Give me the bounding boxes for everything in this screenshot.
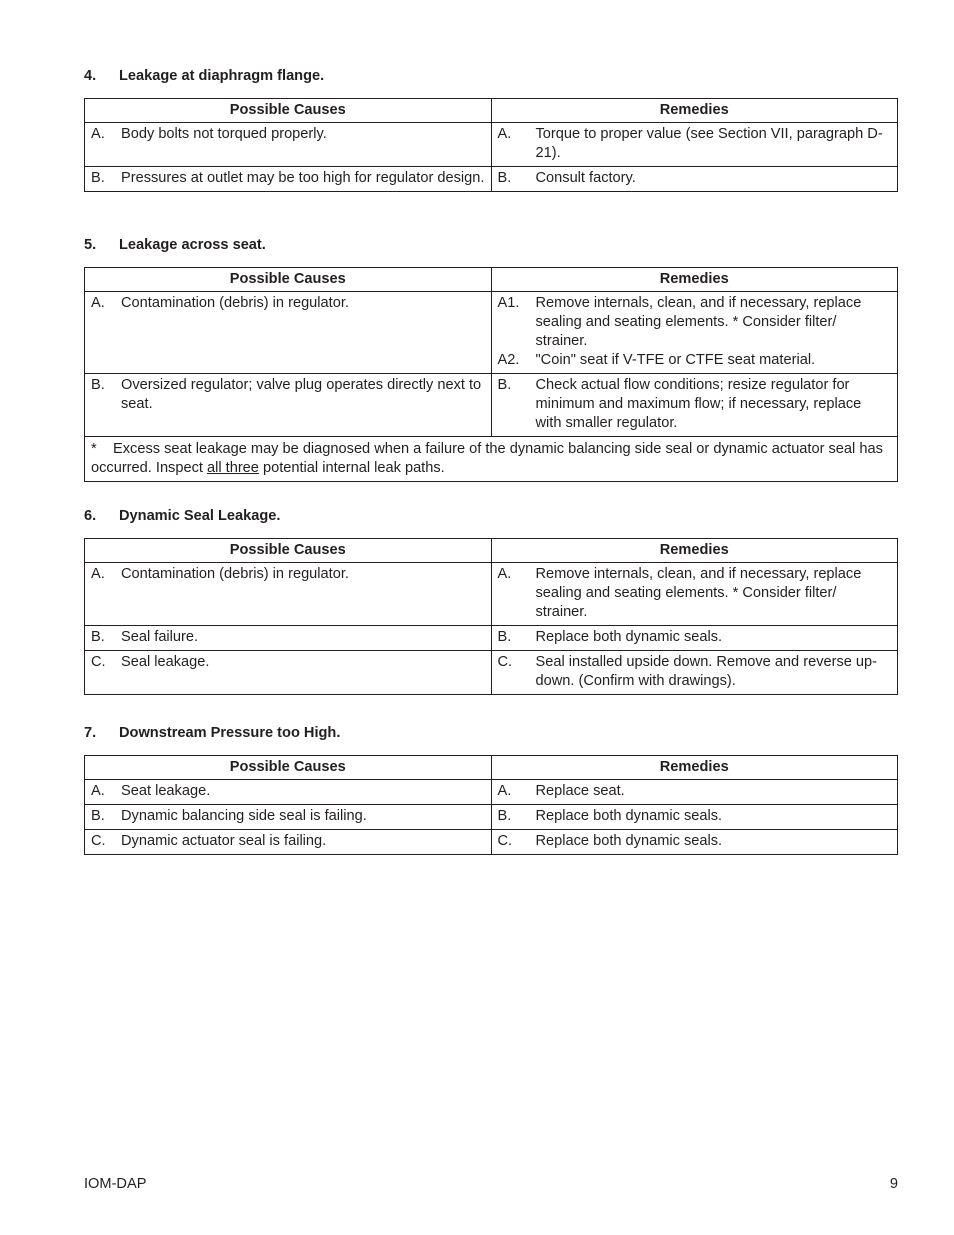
section-title: Downstream Pressure too High. bbox=[119, 725, 341, 741]
remedy-label: A. bbox=[497, 566, 512, 582]
remedy-text: Remove internals, clean, and if necessary, replace sealing and seating elements. * Consider filter/ strainer. bbox=[535, 566, 862, 620]
section-heading bbox=[84, 67, 898, 85]
header-remedies: Remedies bbox=[491, 756, 898, 780]
table-row bbox=[85, 167, 898, 192]
section-number: 5. bbox=[84, 237, 97, 253]
cause-cell bbox=[85, 626, 492, 651]
cause-text: Dynamic balancing side seal is failing. bbox=[121, 808, 367, 824]
remedy-text: Torque to proper value (see Section VII, paragraph D-21). bbox=[535, 126, 883, 161]
remedy-cell bbox=[491, 830, 898, 855]
table-row bbox=[85, 830, 898, 855]
header-remedies: Remedies bbox=[491, 268, 898, 292]
header-remedies: Remedies bbox=[491, 539, 898, 563]
cause-label: B. bbox=[91, 377, 105, 393]
note-asterisk: * bbox=[91, 441, 97, 457]
section-5 bbox=[84, 236, 898, 482]
troubleshooting-table bbox=[84, 538, 898, 695]
remedy-label: B. bbox=[497, 170, 512, 186]
cause-text: Pressures at outlet may be too high for regulator design. bbox=[121, 170, 485, 186]
troubleshooting-table bbox=[84, 267, 898, 482]
cause-text: Seal failure. bbox=[121, 629, 199, 645]
cause-text: Seal leakage. bbox=[121, 654, 210, 670]
table-row bbox=[85, 123, 898, 167]
remedy-label: B. bbox=[497, 808, 512, 824]
section-heading bbox=[84, 724, 898, 742]
cause-label: B. bbox=[91, 808, 105, 824]
remedy-text: Replace both dynamic seals. bbox=[535, 833, 723, 849]
remedy-cell bbox=[491, 805, 898, 830]
cause-label: A. bbox=[91, 295, 105, 311]
remedy-label: A2. bbox=[497, 352, 520, 368]
section-number: 6. bbox=[84, 508, 97, 524]
table-header-row bbox=[85, 268, 898, 292]
cause-text: Oversized regulator; valve plug operates directly next to seat. bbox=[121, 377, 482, 412]
cause-cell bbox=[85, 563, 492, 626]
note-underlined-text: all three bbox=[207, 460, 259, 476]
remedy-label: A. bbox=[497, 126, 512, 142]
section-number: 4. bbox=[84, 68, 97, 84]
table-row bbox=[85, 805, 898, 830]
remedy-text: Consult factory. bbox=[535, 170, 636, 186]
cause-text: Contamination (debris) in regulator. bbox=[121, 295, 349, 311]
section-6 bbox=[84, 507, 898, 695]
remedy-text: Replace both dynamic seals. bbox=[535, 629, 723, 645]
remedy-cell bbox=[491, 292, 898, 374]
remedy-label: C. bbox=[497, 654, 513, 670]
remedy-cell bbox=[491, 563, 898, 626]
cause-label: A. bbox=[91, 783, 105, 799]
remedy-text: Seal installed upside down. Remove and reverse up-down. (Confirm with drawings). bbox=[535, 654, 878, 689]
table-row bbox=[85, 292, 898, 374]
cause-label: B. bbox=[91, 170, 105, 186]
cause-text: Body bolts not torqued properly. bbox=[121, 126, 327, 142]
cause-cell bbox=[85, 292, 492, 374]
remedy-text: Check actual flow conditions; resize regulator for minimum and maximum flow; if necessary, replace with smaller regulator. bbox=[535, 377, 862, 431]
section-title: Leakage at diaphragm flange. bbox=[119, 68, 325, 84]
remedy-label: C. bbox=[497, 833, 513, 849]
section-heading bbox=[84, 507, 898, 525]
section-title: Dynamic Seal Leakage. bbox=[119, 508, 281, 524]
header-remedies: Remedies bbox=[491, 99, 898, 123]
remedy-cell bbox=[491, 780, 898, 805]
section-7 bbox=[84, 724, 898, 855]
table-row bbox=[85, 626, 898, 651]
cause-cell bbox=[85, 780, 492, 805]
footer-doc-id: IOM-DAP bbox=[84, 1176, 147, 1192]
cause-text: Seat leakage. bbox=[121, 783, 211, 799]
note-text: Excess seat leakage may be diagnosed when a failure of the dynamic balancing side seal or dynamic actuator seal has occurred. Inspect bbox=[91, 441, 883, 476]
table-row bbox=[85, 780, 898, 805]
remedy-label: A1. bbox=[497, 295, 520, 311]
table-header-row bbox=[85, 539, 898, 563]
cause-text: Dynamic actuator seal is failing. bbox=[121, 833, 327, 849]
troubleshooting-table bbox=[84, 755, 898, 855]
header-causes: Possible Causes bbox=[85, 99, 492, 123]
cause-cell bbox=[85, 830, 492, 855]
remedy-cell bbox=[491, 167, 898, 192]
cause-cell bbox=[85, 167, 492, 192]
cause-cell bbox=[85, 123, 492, 167]
section-title: Leakage across seat. bbox=[119, 237, 266, 253]
remedy-cell bbox=[491, 626, 898, 651]
cause-label: C. bbox=[91, 654, 106, 670]
page-number: 9 bbox=[889, 1176, 898, 1192]
table-row bbox=[85, 651, 898, 695]
remedy-text: Remove internals, clean, and if necessary, replace sealing and seating elements. * Consider filter/ strainer. bbox=[535, 295, 862, 349]
remedy-label: B. bbox=[497, 377, 512, 393]
table-note bbox=[85, 437, 898, 482]
remedy-cell bbox=[491, 651, 898, 695]
remedy-cell bbox=[491, 374, 898, 437]
table-header-row bbox=[85, 99, 898, 123]
remedy-label: B. bbox=[497, 629, 512, 645]
troubleshooting-table bbox=[84, 98, 898, 192]
section-number: 7. bbox=[84, 725, 97, 741]
remedy-text: Replace seat. bbox=[535, 783, 625, 799]
remedy-label: A. bbox=[497, 783, 512, 799]
remedy-text: Replace both dynamic seals. bbox=[535, 808, 723, 824]
section-heading bbox=[84, 236, 898, 254]
note-text-end: potential internal leak paths. bbox=[258, 460, 445, 476]
table-note-row bbox=[85, 437, 898, 482]
cause-label: A. bbox=[91, 126, 105, 142]
cause-cell bbox=[85, 805, 492, 830]
remedy-cell bbox=[491, 123, 898, 167]
cause-label: C. bbox=[91, 833, 106, 849]
remedy-text: "Coin" seat if V-TFE or CTFE seat material. bbox=[535, 352, 816, 368]
cause-cell bbox=[85, 374, 492, 437]
table-row bbox=[85, 374, 898, 437]
section-4 bbox=[84, 67, 898, 192]
cause-text: Contamination (debris) in regulator. bbox=[121, 566, 349, 582]
table-row bbox=[85, 563, 898, 626]
cause-cell bbox=[85, 651, 492, 695]
cause-label: A. bbox=[91, 566, 105, 582]
header-causes: Possible Causes bbox=[85, 756, 492, 780]
header-causes: Possible Causes bbox=[85, 268, 492, 292]
table-header-row bbox=[85, 756, 898, 780]
cause-label: B. bbox=[91, 629, 105, 645]
header-causes: Possible Causes bbox=[85, 539, 492, 563]
